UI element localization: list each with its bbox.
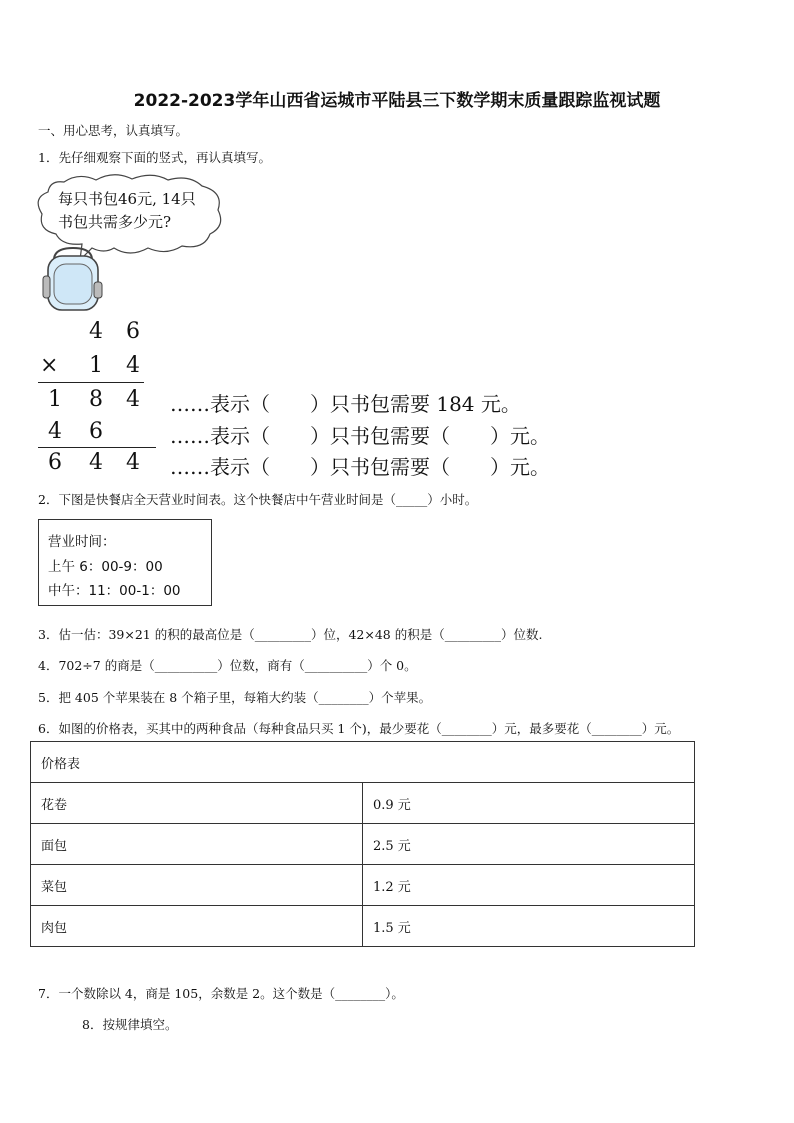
- bubble-line-2: 书包共需多少元?: [58, 213, 172, 231]
- food-price: 1.2 元: [363, 865, 695, 906]
- question-8: 8．按规律填空。: [82, 1017, 178, 1032]
- question-1: 1．先仔细观察下面的竖式，再认真填写。: [38, 150, 271, 165]
- digit: 4: [126, 450, 140, 475]
- bubble-line-1: 每只书包46元, 14只: [58, 190, 196, 208]
- price-table: [30, 741, 695, 947]
- digit: 1: [89, 353, 103, 378]
- digit: 1: [48, 387, 62, 412]
- food-price: 2.5 元: [363, 824, 695, 865]
- digit: 4: [89, 319, 103, 344]
- food-price: 0.9 元: [363, 783, 695, 824]
- section-heading: 一、用心思考，认真填写。: [38, 123, 189, 138]
- food-name: 肉包: [31, 906, 363, 947]
- step-description-1: ……表示（ ）只书包需要 184 元。: [170, 392, 521, 416]
- divider-line: [38, 382, 144, 383]
- table-row: [31, 906, 695, 947]
- question-4: 4．702÷7 的商是（__________）位数，商有（__________）个 0。: [38, 658, 417, 673]
- bubble-text: [58, 188, 208, 234]
- question-2: 2．下图是快餐店全天营业时间表。这个快餐店中午营业时间是（_____）小时。: [38, 492, 478, 507]
- digit: 6: [126, 319, 140, 344]
- step-description-2: ……表示（ ）只书包需要（ ）元。: [170, 424, 550, 448]
- question-5: 5．把 405 个苹果装在 8 个箱子里，每箱大约装（________）个苹果。: [38, 690, 432, 705]
- digit: 6: [89, 419, 103, 444]
- hours-noon: 中午：11：00-1：00: [48, 583, 181, 599]
- table-header-row: [31, 742, 695, 783]
- digit: 8: [89, 387, 103, 412]
- question-7: 7．一个数除以 4，商是 105，余数是 2。这个数是（________）。: [38, 986, 404, 1001]
- page-title: 2022-2023学年山西省运城市平陆县三下数学期末质量跟踪监视试题: [133, 91, 661, 111]
- multiply-sign: ×: [40, 353, 59, 378]
- hours-title: 营业时间：: [48, 534, 116, 550]
- digit: 6: [48, 450, 62, 475]
- question-6: 6．如图的价格表，买其中的两种食品（每种食品只买 1 个)，最少要花（________）元，最多要花（________）元。: [38, 721, 680, 736]
- digit: 4: [126, 353, 140, 378]
- digit: 4: [48, 419, 62, 444]
- food-name: 花卷: [31, 783, 363, 824]
- step-description-3: ……表示（ ）只书包需要（ ）元。: [170, 455, 550, 479]
- question-3: 3．估一估：39×21 的积的最高位是（_________）位，42×48 的积是（_________）位数.: [38, 627, 543, 642]
- table-row: [31, 783, 695, 824]
- backpack-icon: [40, 246, 106, 312]
- divider-line: [38, 447, 156, 448]
- food-price: 1.5 元: [363, 906, 695, 947]
- food-name: 菜包: [31, 865, 363, 906]
- table-title: 价格表: [31, 742, 695, 783]
- digit: 4: [126, 387, 140, 412]
- food-name: 面包: [31, 824, 363, 865]
- digit: 4: [89, 450, 103, 475]
- table-row: [31, 824, 695, 865]
- hours-morning: 上午 6：00-9：00: [48, 559, 163, 575]
- table-row: [31, 865, 695, 906]
